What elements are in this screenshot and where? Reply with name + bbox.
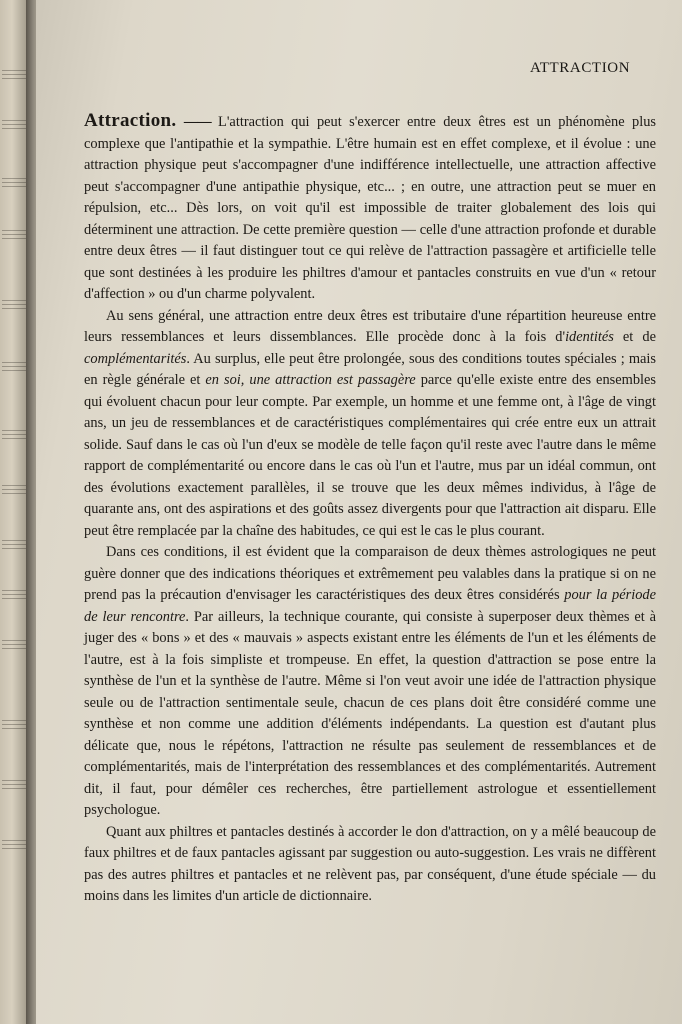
entry-paragraph-4: Quant aux philtres et pantacles destinés à accorder le don d'attraction, on y a mêlé beaucoup de faux philtres et de faux pantacles agissant par suggestion ou auto-suggestion. Les vrais ne diffèrent pas des autres philtres et pantacles et ne relèvent pas, par conséquent, d'une étude spéciale — du moins dans les limites d'un article de dictionnaire.: [84, 823, 656, 904]
facing-page-text-fragment: [2, 485, 26, 494]
running-head: ATTRACTION: [530, 60, 631, 76]
facing-page-text-fragment: [2, 70, 26, 79]
facing-page-text-fragment: [2, 430, 26, 439]
italic-text: pour la période de leur rencontre: [84, 587, 656, 625]
facing-page-text-fragment: [2, 362, 26, 371]
italic-text: en soi, une attraction est passagère: [205, 372, 416, 388]
italic-text: complémentarités: [84, 350, 187, 367]
facing-page-text-fragment: [2, 590, 26, 599]
book-page: [36, 0, 682, 1024]
facing-page-text-fragment: [2, 780, 26, 789]
paragraph-text: . Au surplus, elle peut être prolongée, sous des conditions toutes spéciales ; mais en règle générale et: [84, 350, 656, 388]
headword-dash: ——: [183, 114, 211, 130]
facing-page-text-fragment: [2, 300, 26, 309]
paragraph-text: Au sens général, une attraction entre deux êtres est tributaire d'une répartition heureuse entre leurs ressemblances et leurs dissemblances. Elle procède donc à la fois d': [84, 307, 656, 345]
entry-paragraph-2: [84, 306, 656, 543]
facing-page-text-fragment: [2, 120, 26, 129]
dictionary-entry: [84, 110, 656, 908]
entry-paragraph-1: [84, 110, 656, 306]
facing-page-text-fragment: [2, 178, 26, 187]
facing-page-text-fragment: [2, 720, 26, 729]
facing-page-text-fragment: [2, 640, 26, 649]
facing-page-text-fragment: [2, 540, 26, 549]
paragraph-text: parce qu'elle existe entre des ensembles qui évoluent chacun pour leur compte. Par exemple, un homme et une femme ont, à l'âge de vingt ans, un jeu de ressemblances et de caractéristiques complémentaires qui crée entre eux un attrait solide. Sauf dans le cas où l'un d'eux se modèle de telle façon qu'il reste avec l'autre dans le même rapport de complémentarité ou encore dans le cas où l'un et l'autre, mus par un idéal commun, ont des évolutions exactement parallèles, il se trouve que les deux mêmes individus, à l'âge de quarante ans, ont des aspirations et des goûts assez divergents pour que l'attraction ait disparu. Elle peut être remplacée par la chaîne des habitudes, ce qui est le cas le plus courant.: [84, 372, 656, 539]
italic-text: identités: [565, 329, 614, 345]
paragraph-text: . Par ailleurs, la technique courante, qui consiste à superposer deux thèmes et à juger des « bons » et des « mauvais » aspects existant entre les éléments de l'un et les éléments de l'autre, est à la fois simpliste et trompeuse. En effet, la question d'attraction se pose entre la synthèse de l'un et la synthèse de l'autre. Même si l'on veut avoir une idée de l'attraction physique seule ou de l'attraction sentimentale seule, chacun de ces plans doit être considéré comme une synthèse et non comme une addition d'éléments indépendants. La question est d'autant plus délicate que, nous le répétons, l'attraction ne résulte pas seulement de ressemblances et de complémentarités, mais de l'interprétation des ressemblances et des complémentarités. Autrement dit, il faut, pour démêler ces recherches, être partiellement astrologue et essentiellement psychologue.: [84, 608, 657, 818]
entry-headword: Attraction.: [84, 110, 177, 131]
entry-intro-text: L'attraction qui peut s'exercer entre deux êtres est un phénomène plus complexe que l'antipathie et la sympathie. L'être humain est en effet complexe, et il évolue : une attraction physique peut s'accompagner d'une indifférence intellectuelle, une attraction affective peut s'accompagner d'une antipathie physique, etc... ; en outre, une attraction peut se muer en répulsion, etc... Dès lors, on voit qu'il est impossible de traiter globalement des lois qui déterminent une attraction. De cette première question — celle d'une attraction profonde et durable entre deux êtres — il faut distinguer tout ce qui relève de l'attraction passagère et artificielle telle que sont destinées à les produire les philtres d'amour et pantacles construits en vue d'un « retour d'affection » ou d'un charme polyvalent.: [84, 114, 656, 302]
facing-page-text-fragment: [2, 230, 26, 239]
paragraph-text: Dans ces conditions, il est évident que la comparaison de deux thèmes astrologiques ne peut guère donner que des indications théoriques et extrêmement peu valables dans la pratique si on ne prend pas la précaution d'envisager les caractéristiques des deux êtres considérés: [84, 544, 656, 603]
entry-paragraph-3: [84, 542, 656, 822]
facing-page-text-fragment: [2, 840, 26, 849]
paragraph-text: et de: [613, 329, 656, 345]
